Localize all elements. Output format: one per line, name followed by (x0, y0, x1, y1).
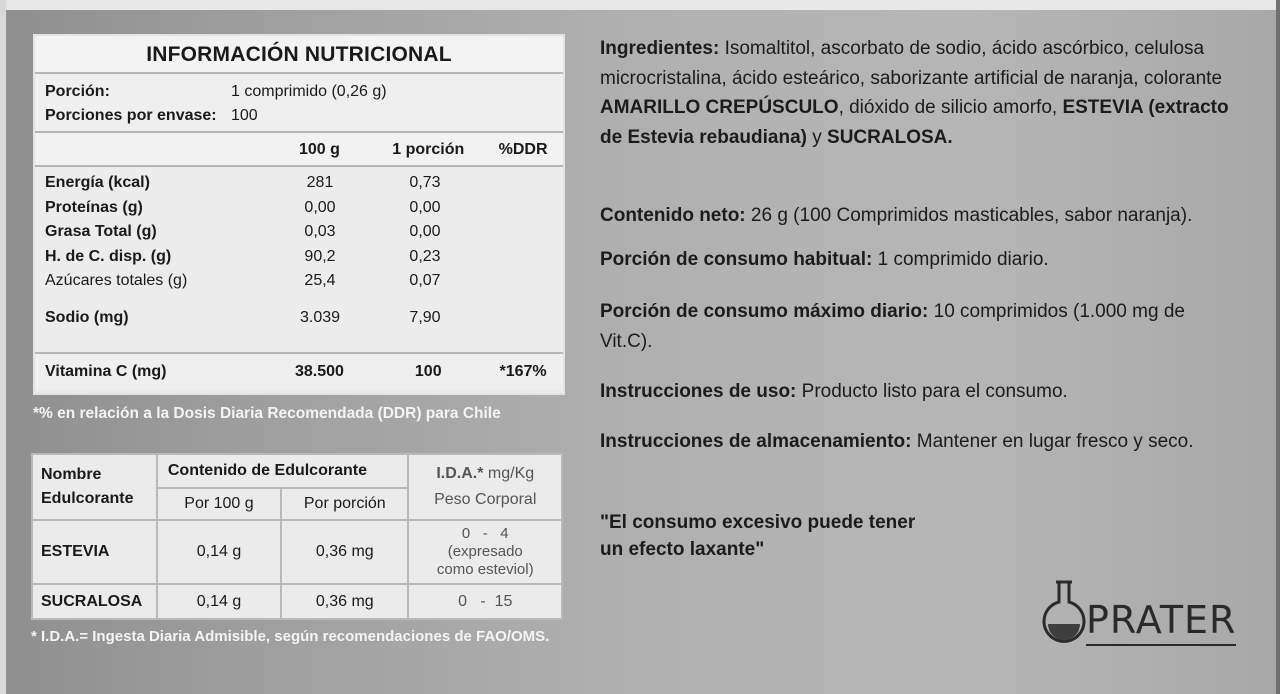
row-per-portion: 0,23 (409, 247, 441, 265)
logo-underline (1086, 644, 1236, 646)
header-portion: 1 porción (392, 141, 465, 158)
max-portion-paragraph (600, 297, 1230, 356)
ida-range: 0 - 4 (461, 525, 509, 542)
max-label: Porción de consumo máximo diario: (600, 301, 929, 322)
use-text: Producto listo para el consumo. (796, 381, 1068, 402)
vitamin-name: Vitamina C (mg) (45, 363, 167, 380)
box-top-edge (0, 0, 1280, 10)
header-blank (35, 133, 270, 165)
laxative-warning (600, 509, 915, 563)
sweetener-ida: 0 - 15 (408, 584, 562, 619)
table-row (35, 269, 563, 294)
ddr-footnote: *% en relación a la Dosis Diaria Recomendada (DDR) para Chile (33, 405, 501, 422)
nutrition-title: INFORMACIÓN NUTRICIONAL (35, 36, 563, 74)
vitamin-per100: 38.500 (294, 363, 344, 380)
row-per100: 0,03 (304, 223, 336, 240)
row-per100: 90,2 (304, 247, 336, 265)
net-label: Contenido neto: (600, 205, 746, 226)
max-text: 10 comprimidos (1.000 mg de Vit.C). (600, 301, 1185, 352)
ingredients-text-3: y (806, 126, 828, 148)
ida-label: I.D.A.* (436, 465, 484, 482)
warning-line-2: un efecto laxante" (600, 539, 765, 560)
sweetener-per-portion: 0,36 mg (281, 584, 408, 619)
servings-label: Porciones por envase: (45, 107, 217, 124)
habitual-text: 1 comprimido diario. (872, 249, 1049, 270)
portion-row (45, 80, 563, 104)
storage-instructions-paragraph (600, 427, 1210, 457)
ida-sub: Peso Corporal (434, 491, 537, 508)
row-per-portion: 0,73 (409, 174, 441, 191)
table-row (35, 245, 563, 270)
row-per100: 0,00 (304, 198, 336, 216)
row-name: Proteínas (g) (45, 198, 143, 216)
habitual-portion-paragraph (600, 245, 1250, 275)
sweetener-name: SUCRALOSA (32, 584, 157, 619)
sweetener-per100: 0,14 g (157, 584, 281, 619)
ingredients-text-1: Isomaltitol, ascorbato de sodio, ácido ascórbico, celulosa microcristalina, ácido esteárico, saborizante artificial de naranja, colorante (600, 38, 1223, 89)
ingredients-bold-1: AMARILLO CREPÚSCULO (600, 97, 839, 118)
sweetener-name-header (32, 454, 157, 520)
sweetener-per-portion: 0,36 mg (281, 520, 408, 584)
sweetener-ida (408, 520, 562, 584)
use-instructions-paragraph (600, 377, 1250, 407)
row-per-portion: 0,07 (409, 272, 441, 289)
sweetener-header-row (32, 454, 562, 488)
flask-icon (1042, 578, 1090, 652)
ingredients-bold-2: ESTEVIA (extracto de Estevia rebaudiana) (600, 97, 1229, 148)
table-row (35, 196, 563, 221)
row-per100: 281 (306, 174, 334, 191)
row-per100: 3.039 (299, 308, 341, 326)
row-per-portion: 7,90 (409, 308, 441, 326)
ingredients-text-2: , dióxido de silicio amorfo, (838, 97, 1063, 118)
table-row (35, 171, 563, 196)
logo-text: PRATER (1086, 598, 1237, 642)
row-name: Sodio (mg) (45, 308, 129, 326)
table-row (32, 584, 562, 619)
box-left-edge (0, 0, 6, 694)
ingredients-label: Ingredientes: (600, 38, 720, 59)
row-name: H. de C. disp. (g) (45, 247, 172, 265)
storage-label: Instrucciones de almacenamiento: (600, 431, 912, 452)
sweetener-per100: 0,14 g (157, 520, 281, 584)
row-per-portion: 0,00 (409, 223, 441, 240)
row-name: Azúcares totales (g) (45, 272, 188, 289)
sweetener-table (31, 453, 563, 620)
sub-per100-header: Por 100 g (157, 488, 281, 520)
net-content-paragraph (600, 201, 1250, 231)
sub-per-portion-header: Por porción (281, 488, 408, 520)
row-name: Grasa Total (g) (45, 223, 157, 240)
nutrition-body (35, 167, 563, 354)
portion-label: Porción: (45, 83, 110, 100)
sweetener-content-header: Contenido de Edulcorante (157, 454, 409, 488)
vitamin-per-portion: 100 (414, 363, 442, 380)
storage-text: Mantener en lugar fresco y seco. (911, 431, 1194, 452)
table-row (35, 220, 563, 245)
habitual-label: Porción de consumo habitual: (600, 249, 873, 270)
sweetener-name-header-text: Nombre Edulcorante (41, 466, 134, 507)
servings-row (45, 104, 563, 128)
net-text: 26 g (100 Comprimidos masticables, sabor naranja). (745, 205, 1193, 226)
vitamin-ddr: *167% (499, 363, 547, 380)
table-row (35, 306, 563, 331)
ida-header (408, 454, 562, 520)
header-100g: 100 g (299, 141, 340, 158)
portion-value: 1 comprimido (0,26 g) (231, 83, 387, 100)
ida-footnote: * I.D.A.= Ingesta Diaria Admisible, según recomendaciones de FAO/OMS. (31, 628, 550, 645)
header-ddr: %DDR (498, 141, 548, 158)
row-name: Energía (kcal) (45, 174, 150, 191)
nutrition-table (33, 34, 565, 395)
prater-logo (1042, 578, 1247, 652)
row-per100: 25,4 (304, 272, 336, 289)
portion-info (35, 74, 563, 133)
vitamin-row (35, 354, 563, 390)
table-row (32, 520, 562, 584)
sweetener-name: ESTEVIA (32, 520, 157, 584)
ida-unit: mg/Kg (483, 465, 535, 482)
ingredients-bold-3: SUCRALOSA. (827, 126, 953, 148)
ida-note-1: (expresado (447, 543, 523, 560)
ingredients-paragraph (600, 34, 1250, 152)
nutrition-header-row (35, 133, 563, 167)
warning-line-1: "El consumo excesivo puede tener (600, 512, 916, 533)
box-right-edge (1276, 0, 1280, 694)
servings-value: 100 (231, 107, 258, 124)
row-per-portion: 0,00 (409, 198, 441, 216)
use-label: Instrucciones de uso: (600, 381, 797, 402)
ida-note-2: como esteviol) (436, 561, 534, 578)
